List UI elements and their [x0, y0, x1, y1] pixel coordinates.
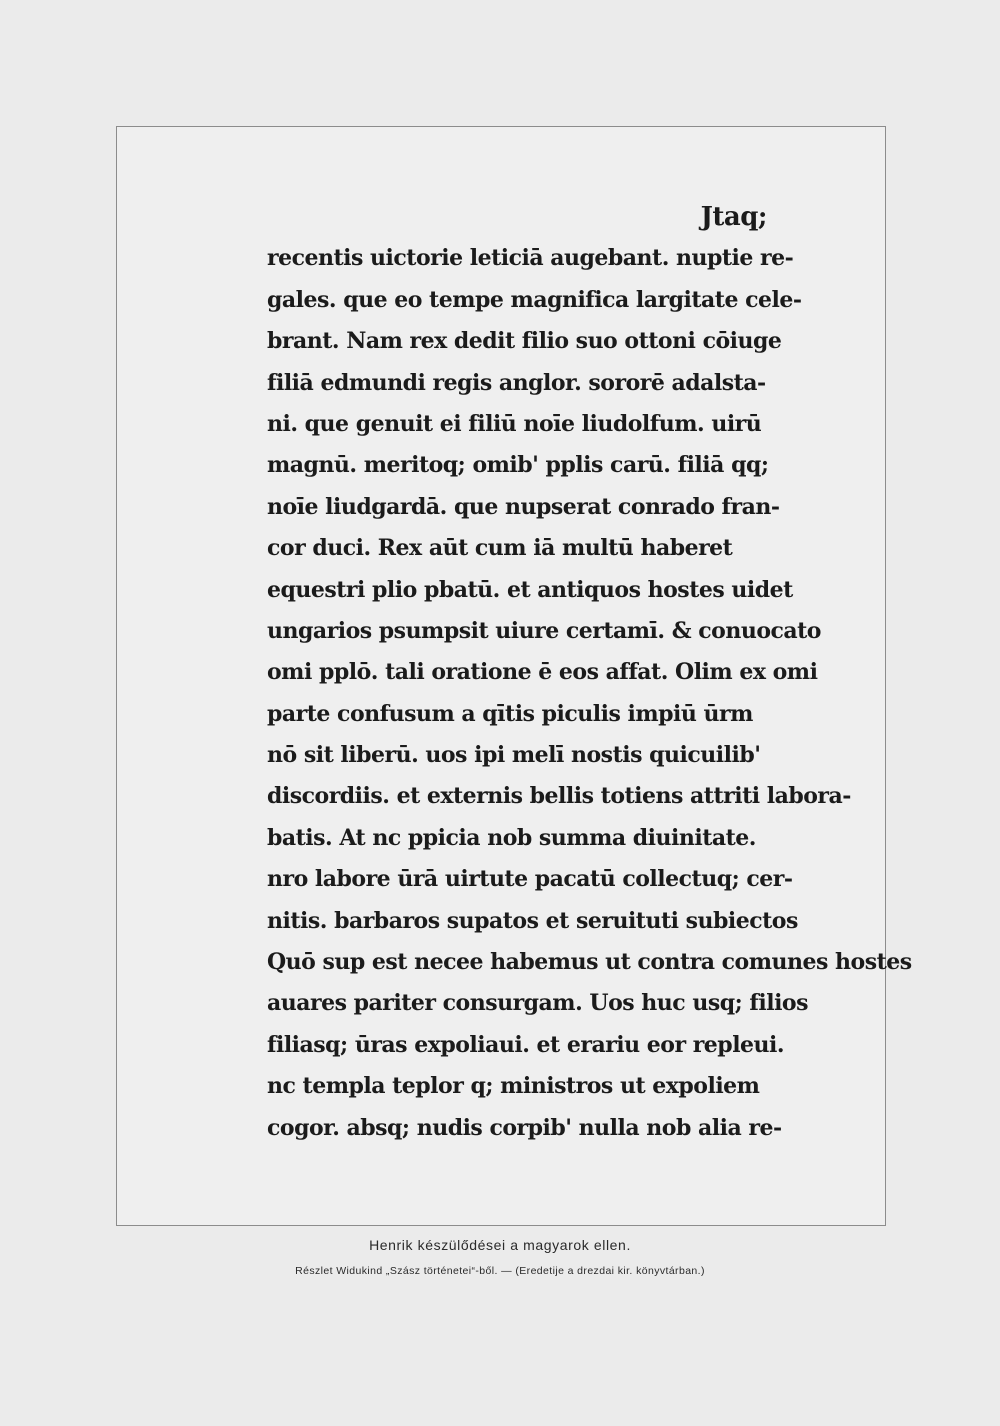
manuscript-line: magnū. meritoq; omib' pplis carū. filiā qq; — [267, 452, 769, 479]
manuscript-line: nō sit liberū. uos ipi melī nostis quicuilib' — [267, 742, 761, 769]
manuscript-line: ni. que genuit ei filiū noīe liudolfum. uirū — [267, 410, 762, 437]
manuscript-line: filiasq; ūras expoliaui. et erariu eor repleui. — [267, 1031, 785, 1058]
manuscript-line: brant. Nam rex dedit filio suo ottoni cōiuge — [267, 328, 782, 355]
manuscript-line: gales. que eo tempe magnifica largitate cele- — [267, 286, 802, 313]
manuscript-plate — [116, 126, 912, 1226]
manuscript-line: recentis uictorie leticiā augebant. nuptie re- — [267, 245, 794, 272]
manuscript-line: cor duci. Rex aūt cum iā multū haberet — [267, 535, 733, 562]
caption-subtitle: Részlet Widukind „Szász történetei“-ből. — (Eredetije a drezdai kir. könyvtárban.) — [295, 1265, 705, 1277]
manuscript-line: Jtaq; — [700, 202, 767, 232]
manuscript-line: cogor. absq; nudis corpib' nulla nob alia re- — [267, 1114, 782, 1141]
manuscript-line: ungarios psumpsit uiure certamī. & conuocato — [267, 617, 821, 644]
manuscript-line: nitis. barbaros supatos et seruituti subiectos — [267, 907, 798, 934]
manuscript-line: noīe liudgardā. que nupserat conrado fran- — [267, 493, 780, 520]
manuscript-line: nro labore ūrā uirtute pacatū collectuq; cer- — [267, 866, 793, 893]
manuscript-line: filiā edmundi regis anglor. sororē adalsta- — [267, 369, 766, 396]
manuscript-line: nc templa teplor q; ministros ut expoliem — [267, 1073, 760, 1100]
manuscript-line: parte confusum a qītis piculis impiū ūrm — [267, 700, 753, 727]
caption-title: Henrik készülődései a magyarok ellen. — [369, 1237, 631, 1253]
manuscript-line: Quō sup est necee habemus ut contra comunes hostes — [267, 949, 912, 976]
manuscript-line: auares pariter consurgam. Uos huc usq; filios — [267, 990, 808, 1017]
manuscript-line: discordiis. et externis bellis totiens attriti labora- — [267, 783, 851, 810]
manuscript-text — [267, 197, 912, 1149]
manuscript-line: batis. At nc ppicia nob summa diuinitate. — [267, 824, 756, 851]
manuscript-line: omi pplō. tali oratione ē eos affat. Olim ex omi — [267, 659, 818, 686]
manuscript-line: equestri plio pbatū. et antiquos hostes uidet — [267, 576, 793, 603]
